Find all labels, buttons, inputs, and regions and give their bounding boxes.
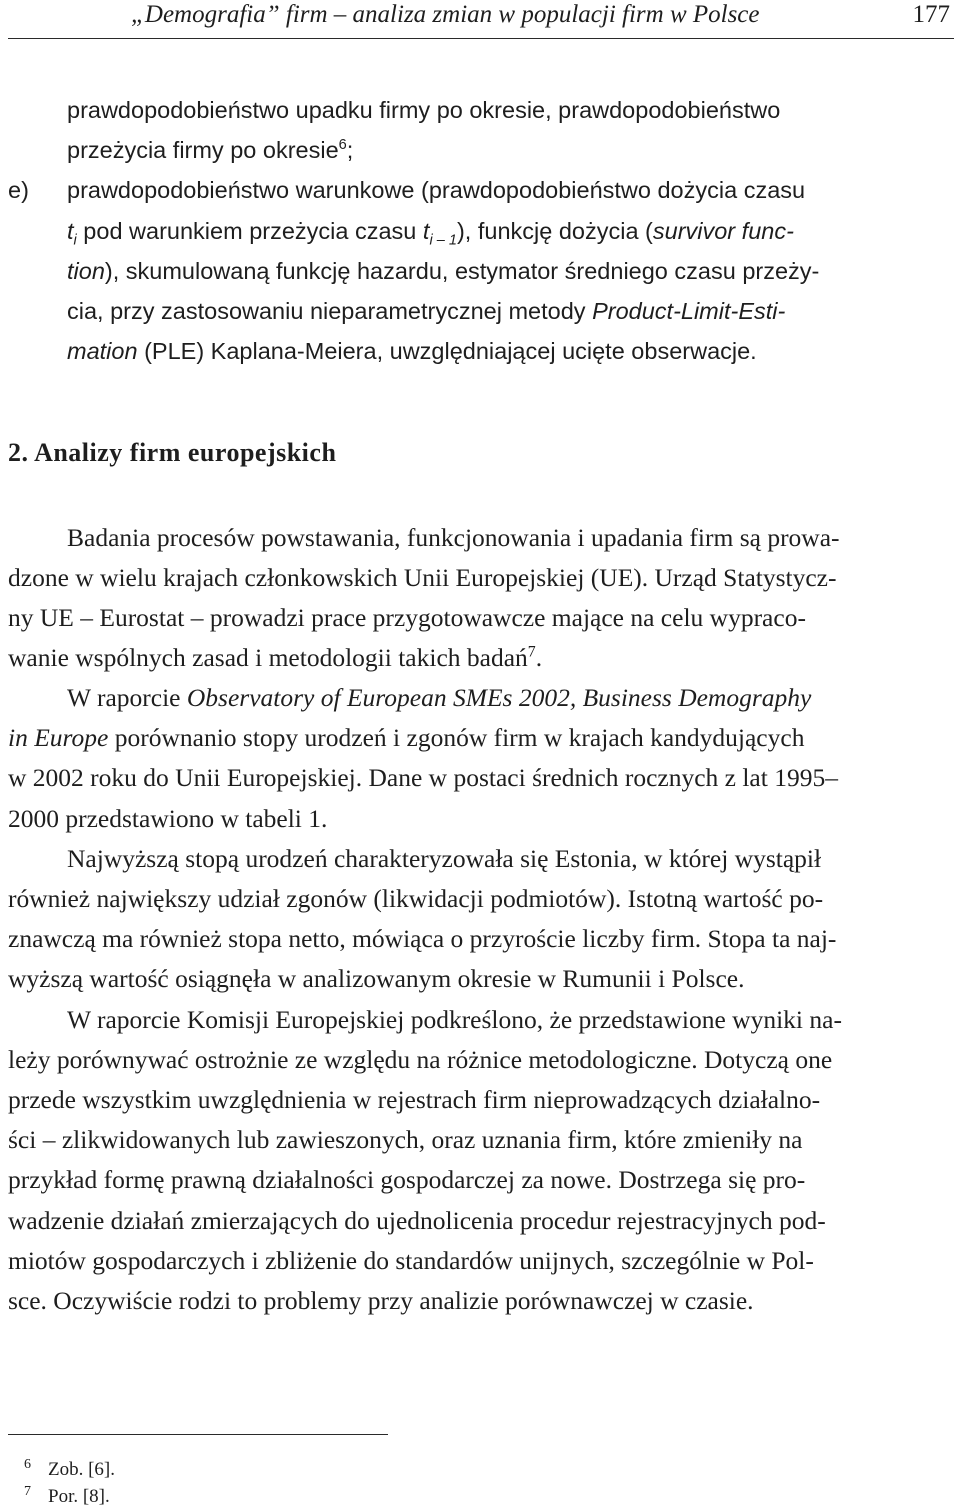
p3-line-2: również największy udział zgonów (likwidacji podmiotów). Istotną wartość po- (8, 884, 824, 913)
p4-line-5: przykład formę prawną działalności gospodarczej za nowe. Dostrzega się pro- (8, 1165, 806, 1194)
p4-line-1: W raporcie Komisji Europejskiej podkreślono, że przedstawione wyniki na- (67, 1005, 842, 1034)
list-line-7: mation (PLE) Kaplana-Meiera, uwzględniającej ucięte obserwacje. (67, 338, 757, 364)
p1-line-3: ny UE – Eurostat – prowadzi prace przygotowawcze mające na celu wypraco- (8, 603, 806, 632)
p1-line-4: wanie wspólnych zasad i metodologii takich badań$^7$. (8, 643, 543, 672)
p1-line-2: dzone w wielu krajach członkowskich Unii Europejskiej (UE). Urząd Statystycz- (8, 563, 837, 592)
list-line-3: prawdopodobieństwo warunkowe (prawdopodobieństwo dożycia czasu (67, 177, 806, 203)
p4-line-2: leży porównywać ostrożnie ze względu na różnice metodologiczne. Dotyczą one (8, 1045, 833, 1074)
p4-line-3: przede wszystkim uwzględnienia w rejestrach firm nieprowadzących działalno- (8, 1085, 821, 1114)
list-line-2: przeżycia firmy po okresie$^6$; (67, 137, 354, 163)
p2-line-1: W raporcie Observatory of European SMEs 2002, Business Demography (67, 683, 812, 712)
footnote-ref-6: 6 (338, 137, 347, 154)
footnote-text: Zob. [6]. (48, 1459, 116, 1480)
section-heading: 2. Analizy firm europejskich (8, 438, 337, 467)
footnote-separator (8, 1434, 388, 1435)
running-header (8, 0, 954, 39)
page-number: 177 (912, 1, 950, 28)
list-line-1: prawdopodobieństwo upadku firmy po okresie, prawdopodobieństwo (67, 97, 781, 123)
footnote-6: 6 Zob. [6]. (24, 1456, 116, 1480)
list-line-6: cia, przy zastosowaniu nieparametrycznej metody Product-Limit-Esti- (67, 298, 786, 324)
list-line-5: tion), skumulowaną funkcję hazardu, estymator średniego czasu przeży- (67, 258, 820, 284)
p4-line-7: miotów gospodarczych i zbliżenie do standardów unijnych, szczególnie w Pol- (8, 1246, 814, 1275)
p3-line-1: Najwyższą stopą urodzeń charakteryzowała się Estonia, w której wystąpił (67, 844, 822, 873)
footnote-ref-7: 7 (527, 643, 536, 661)
p2-line-2: in Europe porównanio stopy urodzeń i zgonów firm w krajach kandydujących (8, 723, 805, 752)
footnote-7: 7 Por. [8]. (24, 1483, 110, 1507)
p4-line-4: ści – zlikwidowanych lub zawieszonych, oraz uznania firm, które zmieniły na (8, 1125, 803, 1154)
p3-line-4: wyższą wartość osiągnęła w analizowanym okresie w Rumunii i Polsce. (8, 964, 745, 993)
p2-line-3: w 2002 roku do Unii Europejskiej. Dane w postaci średnich rocznych z lat 1995– (8, 763, 838, 792)
footnote-text: Por. [8]. (48, 1486, 110, 1507)
p2-line-4: 2000 przedstawiono w tabeli 1. (8, 804, 328, 833)
list-item-e-label: e) (8, 177, 29, 203)
list-line-4: $t_i$ pod warunkiem przeżycia czasu $t_{i - 1}$), funkcję dożycia (survivor func- (67, 218, 794, 249)
p3-line-3: znawczą ma również stopa netto, mówiąca o przyroście liczby firm. Stopa ta naj- (8, 924, 837, 953)
p4-line-8: sce. Oczywiście rodzi to problemy przy analizie porównawczej w czasie. (8, 1286, 754, 1315)
running-title: „Demografia” firm – analiza zmian w populacji firm w Polsce (131, 1, 760, 28)
p1-line-1: Badania procesów powstawania, funkcjonowania i upadania firm są prowa- (67, 523, 840, 552)
p4-line-6: wadzenie działań zmierzających do ujednolicenia procedur rejestracyjnych pod- (8, 1206, 826, 1235)
